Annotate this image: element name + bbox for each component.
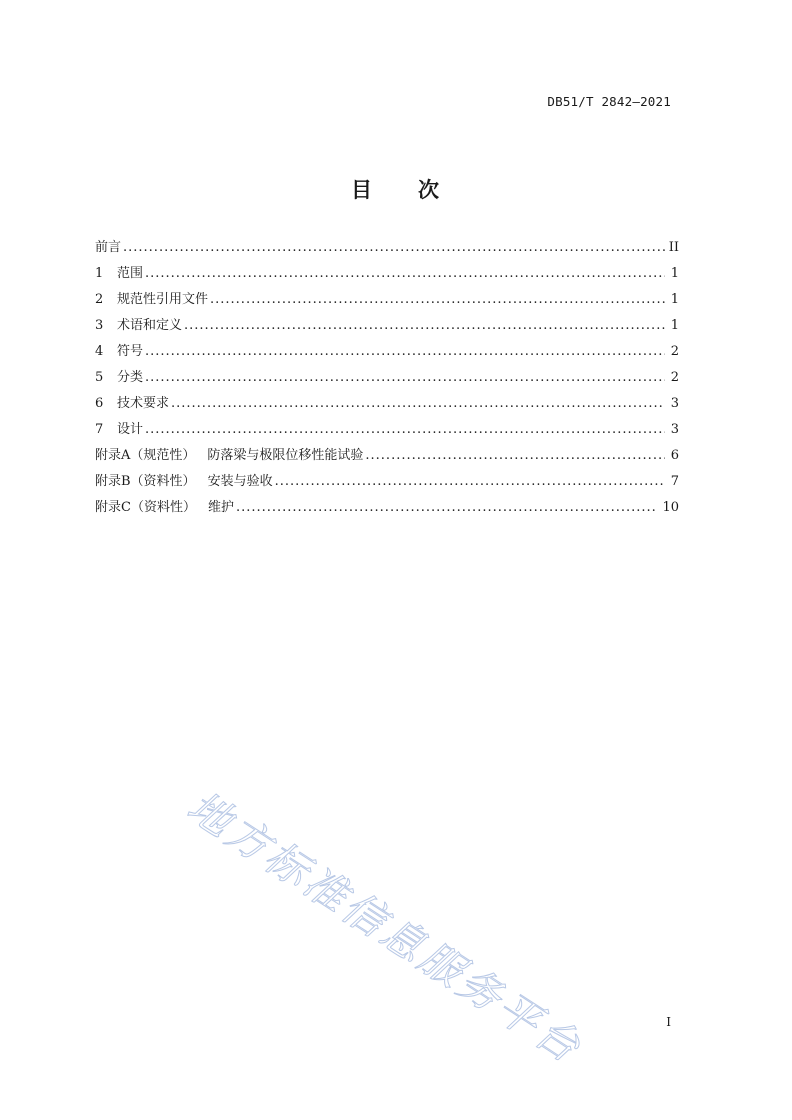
toc-entry-number: 5 (95, 370, 104, 385)
dot-leader (145, 339, 665, 365)
toc-entry-page: 1 (670, 318, 679, 333)
dot-leader (236, 495, 658, 521)
toc-entry-label: 维护 (207, 500, 234, 515)
toc-title-char-2: 次 (418, 178, 441, 202)
dot-leader (145, 417, 665, 443)
toc-entry-label: 规范性引用文件 (117, 292, 209, 307)
document-code: DB51/T 2842—2021 (547, 94, 671, 109)
toc-entry-scope[interactable] (95, 261, 679, 287)
toc-entry-annex-c[interactable] (95, 495, 679, 521)
toc-entry-label: 前言 (95, 240, 122, 255)
dot-leader (184, 313, 665, 339)
page-number: I (666, 1015, 671, 1029)
toc-entry-number: 2 (95, 292, 104, 307)
dot-leader (145, 261, 665, 287)
toc-entry-annex-a[interactable] (95, 443, 679, 469)
toc-list (95, 235, 679, 521)
toc-entry-foreword[interactable] (95, 235, 679, 261)
toc-entry-number: 1 (95, 266, 104, 281)
toc-entry-classification[interactable] (95, 365, 679, 391)
toc-entry-page: 3 (670, 396, 679, 411)
toc-entry-label: 分类 (117, 370, 144, 385)
toc-entry-label: 安装与验收 (207, 474, 273, 489)
toc-entry-page: II (668, 240, 679, 255)
toc-entry-label: 范围 (117, 266, 144, 281)
toc-entry-label: 设计 (117, 422, 144, 437)
toc-entry-annex-prefix: 附录B（资料性） (95, 474, 196, 489)
toc-entry-page: 1 (670, 266, 679, 281)
dot-leader (365, 443, 665, 469)
watermark: 地方标准信息服务平台 (178, 781, 592, 1074)
toc-entry-label: 技术要求 (117, 396, 170, 411)
toc-entry-annex-b[interactable] (95, 469, 679, 495)
toc-entry-page: 6 (670, 448, 679, 463)
toc-entry-number: 7 (95, 422, 104, 437)
toc-entry-symbols[interactable] (95, 339, 679, 365)
toc-entry-label: 防落梁与极限位移性能试验 (207, 448, 364, 463)
toc-entry-page: 1 (670, 292, 679, 307)
toc-entry-normative-references[interactable] (95, 287, 679, 313)
toc-entry-annex-prefix: 附录A（规范性） (95, 448, 196, 463)
dot-leader (145, 365, 665, 391)
toc-title-char-1: 目 (351, 178, 374, 202)
toc-entry-number: 4 (95, 344, 104, 359)
toc-entry-annex-prefix: 附录C（资料性） (95, 500, 196, 515)
toc-entry-page: 2 (670, 344, 679, 359)
dot-leader (123, 235, 665, 261)
toc-entry-number: 3 (95, 318, 104, 333)
toc-entry-page: 7 (670, 474, 679, 489)
toc-entry-label: 符号 (117, 344, 144, 359)
toc-entry-page: 2 (670, 370, 679, 385)
toc-title (0, 174, 792, 204)
toc-entry-technical-requirements[interactable] (95, 391, 679, 417)
dot-leader (275, 469, 665, 495)
toc-entry-terms-definitions[interactable] (95, 313, 679, 339)
toc-entry-number: 6 (95, 396, 104, 411)
dot-leader (171, 391, 665, 417)
dot-leader (210, 287, 665, 313)
toc-entry-label: 术语和定义 (117, 318, 183, 333)
toc-entry-design[interactable] (95, 417, 679, 443)
toc-entry-page: 3 (670, 422, 679, 437)
toc-entry-page: 10 (662, 500, 679, 515)
